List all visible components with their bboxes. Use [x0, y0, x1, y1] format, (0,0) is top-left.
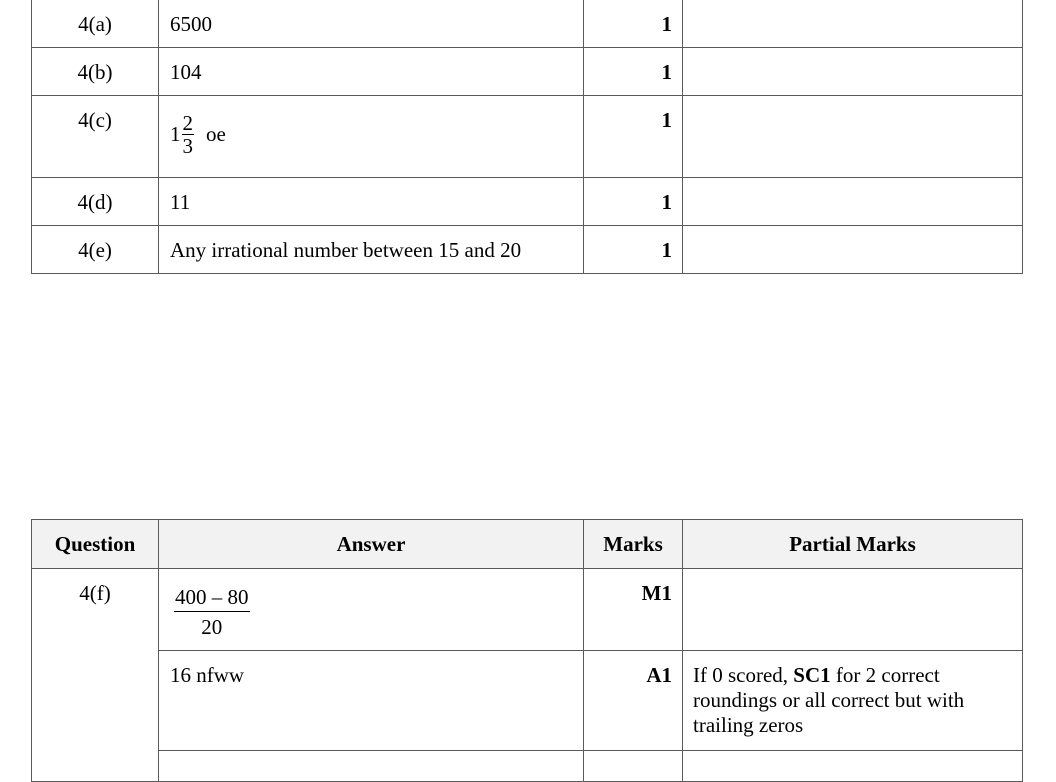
fraction [174, 583, 250, 642]
table-row [32, 178, 1023, 226]
answer-cell [159, 751, 584, 782]
partial-marks-cell [683, 751, 1023, 782]
answer-cell: 6500 [159, 0, 584, 48]
question-cell: 4(c) [32, 96, 159, 178]
answer-cell: Any irrational number between 15 and 20 [159, 226, 584, 274]
question-cell: 4(f) [32, 569, 159, 782]
partial-marks-cell [683, 0, 1023, 48]
header-answer: Answer [159, 520, 584, 569]
partial-marks-cell [683, 96, 1023, 178]
marks-cell: 1 [584, 48, 683, 96]
answer-cell [159, 569, 584, 651]
partial-marks-cell [683, 226, 1023, 274]
question-cell: 4(b) [32, 48, 159, 96]
table-row [32, 751, 1023, 782]
answer-cell: 16 nfww [159, 651, 584, 751]
fraction [182, 112, 195, 157]
mark-scheme-table-lower [31, 519, 1023, 782]
table-header-row [32, 520, 1023, 569]
partial-marks-cell [683, 178, 1023, 226]
answer-cell: 11 [159, 178, 584, 226]
fraction-numerator: 2 [182, 111, 193, 135]
marks-cell: 1 [584, 0, 683, 48]
mark-scheme-table-upper [31, 0, 1023, 274]
fraction-denominator: 20 [201, 615, 223, 639]
table-row [32, 569, 1023, 651]
question-cell: 4(a) [32, 0, 159, 48]
table-row [32, 0, 1023, 48]
question-cell: 4(e) [32, 226, 159, 274]
table-row [32, 651, 1023, 751]
header-partial-marks: Partial Marks [683, 520, 1023, 569]
marks-cell [584, 751, 683, 782]
table-row [32, 226, 1023, 274]
answer-cell: 104 [159, 48, 584, 96]
marks-cell: 1 [584, 96, 683, 178]
header-question: Question [32, 520, 159, 569]
marks-cell: 1 [584, 178, 683, 226]
table-row [32, 48, 1023, 96]
marks-cell: M1 [584, 569, 683, 651]
marks-cell: 1 [584, 226, 683, 274]
partial-text-post: for 2 correct roundings or all correct but with trailing zeros [693, 663, 965, 737]
fraction-denominator: 3 [182, 134, 193, 158]
question-cell: 4(d) [32, 178, 159, 226]
whole-part: 1 [170, 122, 181, 146]
answer-cell [159, 96, 584, 178]
partial-text-code: SC1 [793, 663, 831, 687]
partial-marks-cell [683, 48, 1023, 96]
marks-cell: A1 [584, 651, 683, 751]
partial-marks-cell [683, 651, 1023, 751]
answer-suffix: oe [206, 122, 226, 146]
fraction-numerator: 400 – 80 [174, 583, 250, 612]
header-marks: Marks [584, 520, 683, 569]
partial-marks-cell [683, 569, 1023, 651]
mixed-number [170, 112, 226, 157]
table-row [32, 96, 1023, 178]
partial-text-pre: If 0 scored, [693, 663, 794, 687]
